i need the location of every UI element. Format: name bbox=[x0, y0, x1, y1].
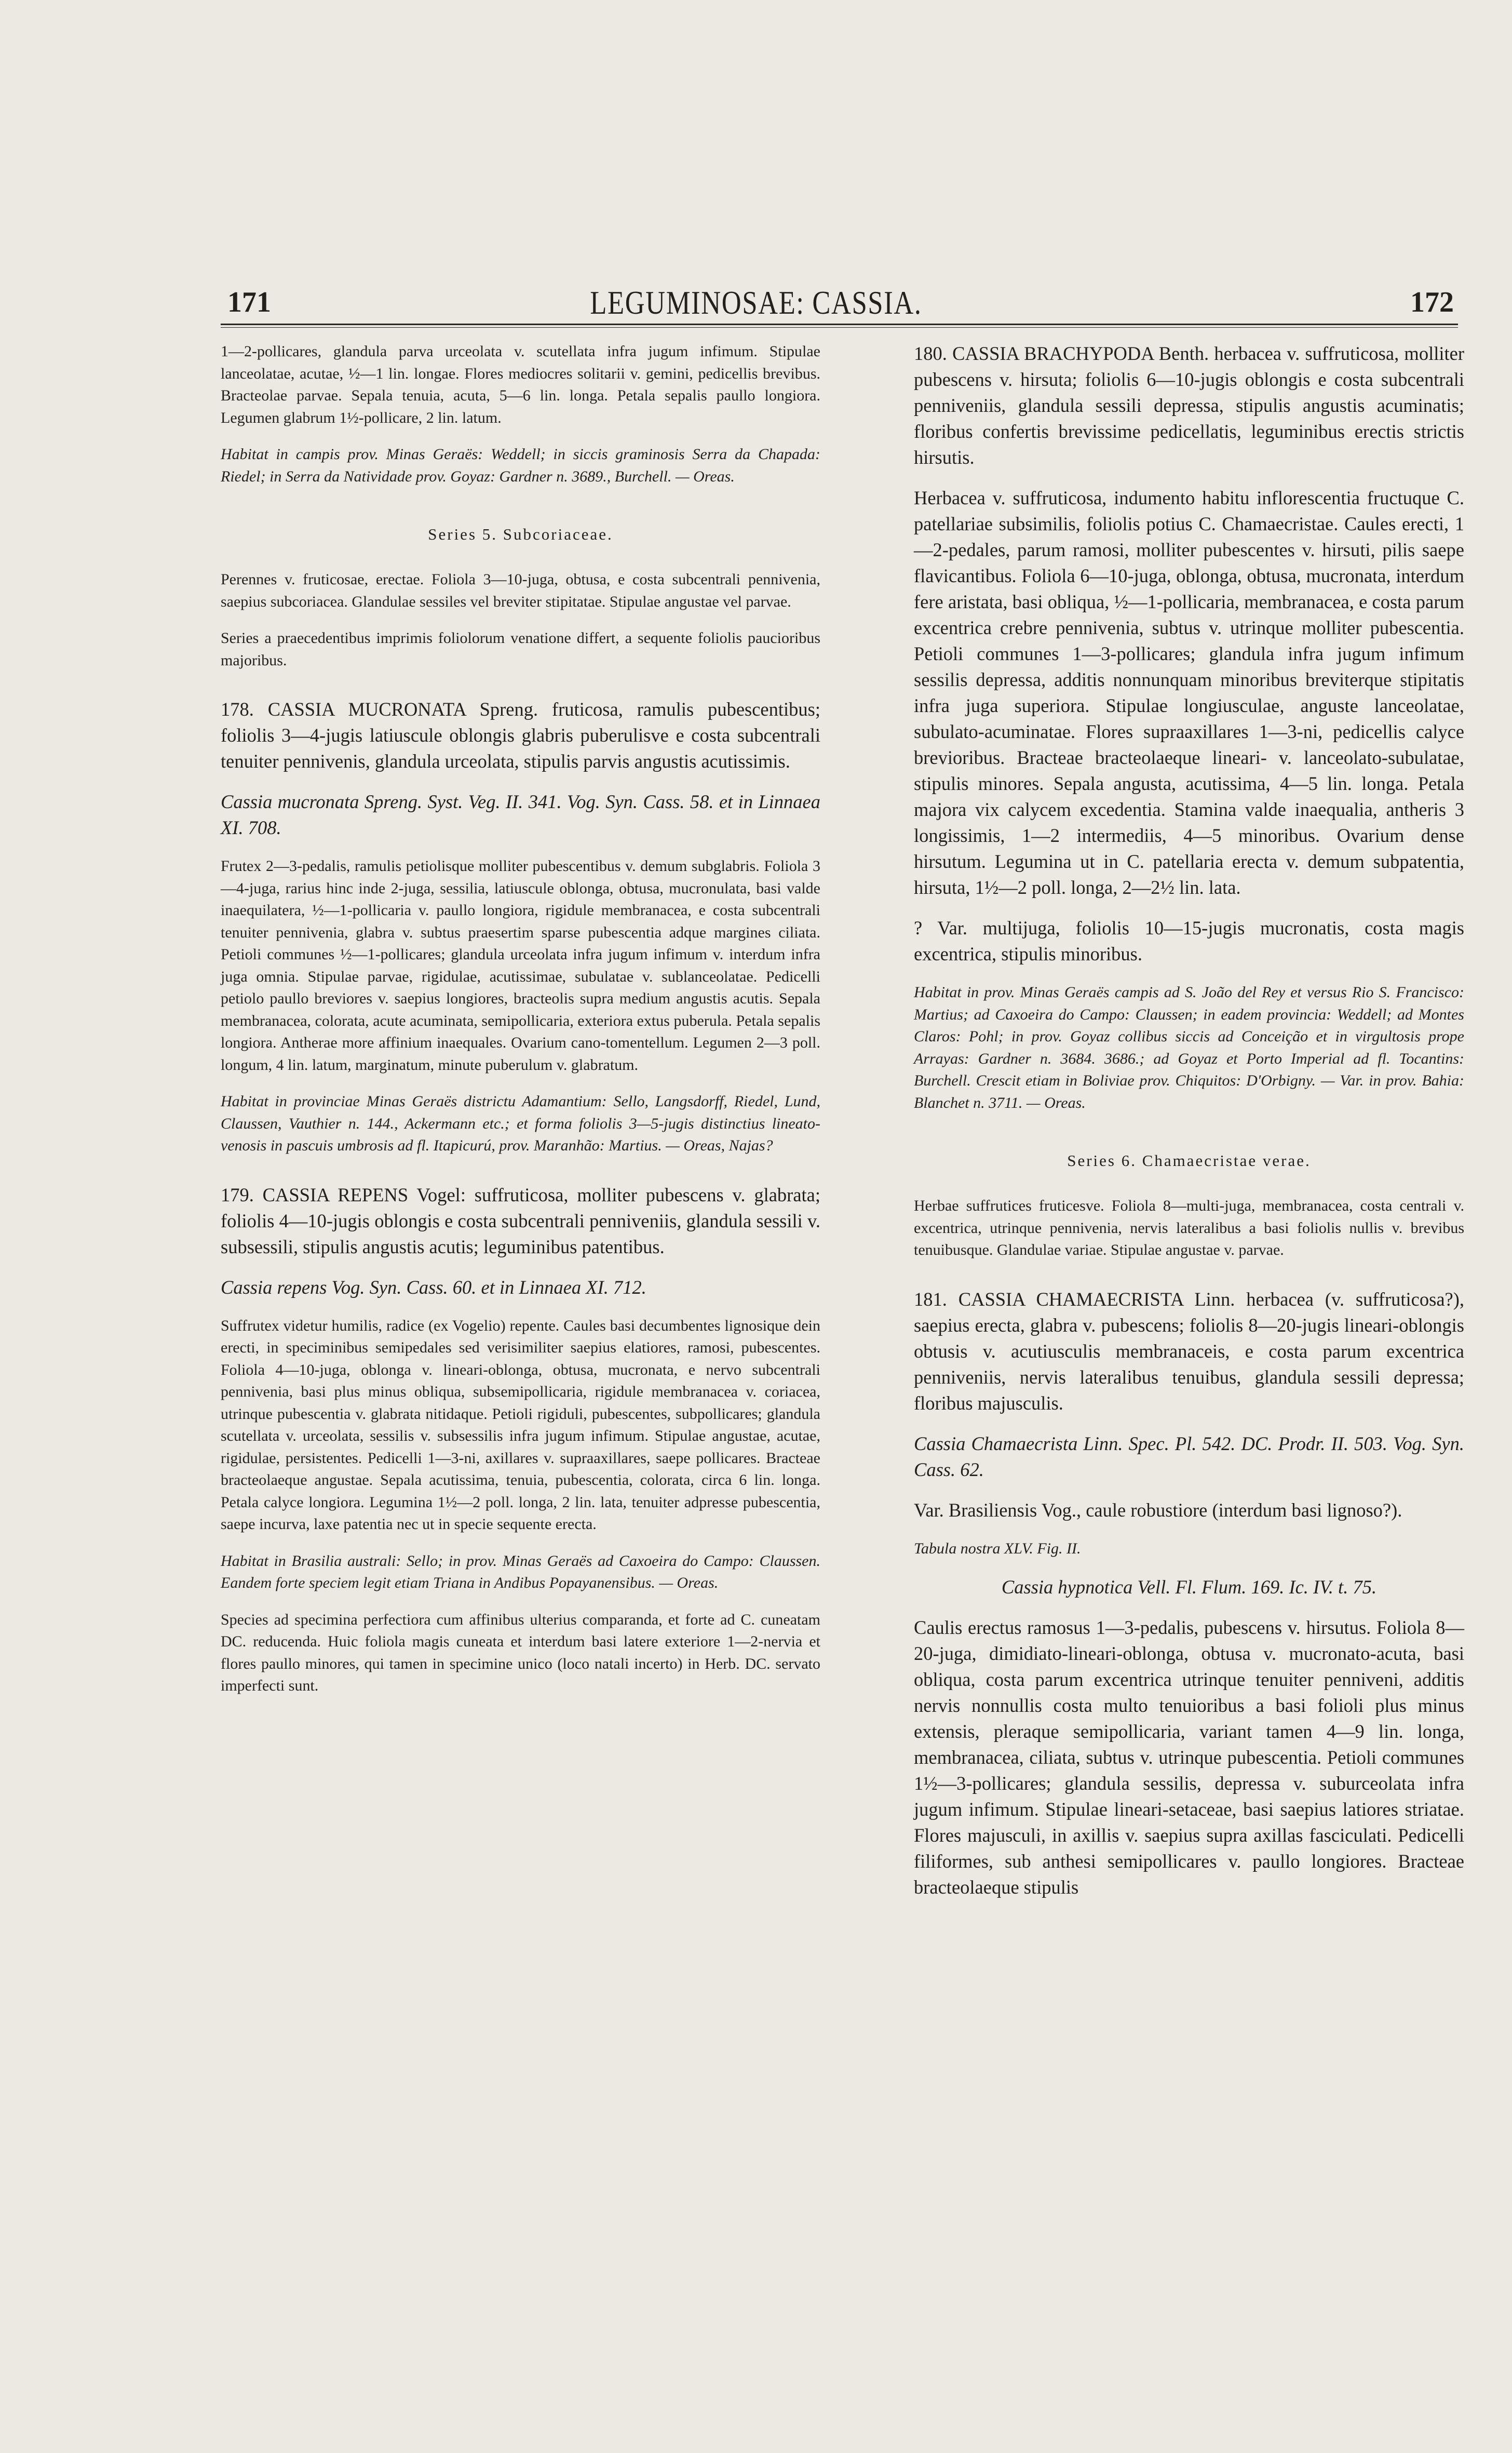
right-column-paragraph: Series 6. Chamaecristae verae. bbox=[1067, 1151, 1311, 1170]
left-column-paragraph: Species ad specimina perfectiora cum affinibus ulterius comparanda, et forte ad C. cuneatam DC. reducenda. Huic foliola magis cuneata et interdum basi latere exteriore 1—2-nervia et flores paullo minores, qui tamen in specimine unico (loco natali incerto) in Herb. DC. servato imperfecti sunt. bbox=[221, 1611, 820, 1694]
left-column-paragraph: Perennes v. fruticosae, erectae. Foliola 3—10-juga, obtusa, e costa subcentrali pennivenia, saepius subcoriacea. Glandulae sessiles vel breviter stipitatae. Stipulae angustae vel parvae. bbox=[221, 571, 820, 610]
left-column-paragraph: 1—2-pollicares, glandula parva urceolata v. scutellata infra jugum infimum. Stipulae lanceolatae, acutae, ½—1 lin. longae. Flores mediocres solitarii v. gemini, pedicellis brevibus. Bracteolae parvae. Sepala tenuia, acuta, 5—6 lin. longa. Petala sepalis paullo longiora. Legumen glabrum 1½-pollicare, 2 lin. latum. bbox=[221, 343, 820, 426]
left-column-paragraph: Suffrutex videtur humilis, radice (ex Vogelio) repente. Caules basi decumbentes lignosique dein erecti, in speciminibus semipedales sed verisimiliter saepius elatiores, ramosi, pubescentes. Foliola 4—10-juga, oblonga v. lineari-oblonga, obtusa, mucronata, e nervo subcentrali pennivenia, basi plus minus obliqua, subsemipollicaria, rigidule membranacea v. coriacea, utrinque pubescentia v. glabrata nitidaque. Petioli rigiduli, pubescentes, subpollicares; glandula scutellata v. urceolata, sessilis v. subsessilis infra jugum infimum. Stipulae angustae, acutae, rigidulae, persistentes. Pedicelli 1—3-ni, axillares v. supraaxillares, saepe pollicares. Bracteae bracteolaeque angustae. Sepala acutissima, tenuia, pubescentia, colorata, circa 6 lin. longa. Petala calyce longiora. Legumina 1½—2 poll. longa, 2 lin. lata, tenuiter adpresse pubescentia, saepe incurva, laxe patentia nec ut in specie sequente erecta. bbox=[221, 1317, 820, 1533]
page-number-left: 171 bbox=[227, 286, 271, 318]
right-column-paragraph: Herbae suffrutices fruticesve. Foliola 8—multi-juga, membranacea, costa centrali v. excentrica, utrinque pennivenia, nervis lateralibus a basi foliolis nullis v. brevibus tenuibusque. Glandulae variae. Stipulae angustae v. parvae. bbox=[914, 1197, 1464, 1258]
left-column bbox=[221, 341, 820, 1697]
left-column-paragraph: Habitat in provinciae Minas Geraës districtu Adamantium: Sello, Langsdorff, Riedel, Lund, Claussen, Vauthier n. 144., Ackermann etc.; et forma foliolis 3—5-jugis distinctius lineato-venosis in pascuis umbrosis ad fl. Itapicurú, prov. Maranhão: Martius. — Oreas, Najas? bbox=[221, 1093, 820, 1154]
left-column-paragraph: Series 5. Subcoriaceae. bbox=[428, 525, 613, 543]
right-column-paragraph: Tabula nostra XLV. Fig. II. bbox=[914, 1539, 1081, 1557]
right-column-paragraph: 181. CASSIA CHAMAECRISTA Linn. herbacea (v. suffruticosa?), saepius erecta, glabra v. pubescens; foliolis 8—20-jugis lineari-oblongis obtusis v. acutiusculis membranaceis, e costa parum excentrica penniveniis, nervis lateralibus tenuibus, glandula sessili depressa; floribus majusculis. bbox=[914, 1288, 1464, 1414]
left-column-paragraph: Series a praecedentibus imprimis foliolorum venatione differt, a sequente foliolis paucioribus majoribus. bbox=[221, 629, 820, 669]
header-rule bbox=[221, 324, 1458, 325]
right-column-paragraph: Herbacea v. suffruticosa, indumento habitu inflorescentia fructuque C. patellariae subsimilis, foliolis potius C. Chamaecristae. Caules erecti, 1—2-pedales, parum ramosi, molliter pubescentes v. hirsuti, pilis saepe flavicantibus. Foliola 6—10-juga, oblonga, obtusa, mucronata, interdum fere aristata, basi obliqua, ½—1-pollicaria, membranacea, e costa parum excentrica crebre pennivenia, subtus v. utrinque molliter pubescentia. Petioli communes 1—3-pollicares; glandula infra jugum infimum sessilis depressa, additis nonnunquam minoribus breviterque stipitatis infra juga superiora. Stipulae longiusculae, anguste lanceolatae, subulato-acuminatae. Flores supraaxillares 1—3-ni, pedicellis calyce brevioribus. Bracteae bracteolaeque lineari- v. lanceolato-subulatae, stipulis minores. Sepala angusta, acutissima, 4—5 lin. longa. Petala majora vix calycem excedentia. Stamina valde inaequalia, antheris 3 longissimis, 1—2 intermediis, 4—5 minoribus. Ovarium dense hirsutum. Legumina ut in C. patellaria erecta v. demum subpatentia, hirsuta, 1½—2 poll. longa, 2—2½ lin. lata. bbox=[914, 487, 1464, 898]
right-column-paragraph: Caulis erectus ramosus 1—3-pedalis, pubescens v. hirsutus. Foliola 8—20-juga, dimidiato-lineari-oblonga, obtusa v. mucronato-acuta, basi obliqua, costa parum excentrica utrinque tenuiter penniveni, additis nervis nonnullis costa multo tenuioribus a basi folioli plus minus extensis, pleraque semipollicaria, variant tamen 4—9 lin. longa, membranacea, ciliata, subtus v. utrinque pubescentia. Petioli communes 1½—3-pollicares; glandula sessilis, depressa v. suburceolata infra jugum infimum. Stipulae lineari-setaceae, basi saepius latiores striatae. Flores majusculi, in axillis v. saepius supra axillas fasciculati. Pedicelli filiformes, sub anthesi semipollicares v. paullo longiores. Bracteae bracteolaeque stipulis bbox=[914, 1617, 1464, 1898]
page-number-right: 172 bbox=[1410, 286, 1454, 318]
right-column-paragraph: ? Var. multijuga, foliolis 10—15-jugis mucronatis, costa magis excentrica, stipulis minoribus. bbox=[914, 917, 1464, 964]
right-column-paragraph: Habitat in prov. Minas Geraës campis ad S. João del Rey et versus Rio S. Francisco: Martius; ad Caxoeira do Campo: Claussen; in eadem provincia: Weddell; ad Montes Claros: Pohl; in prov. Goyaz collibus siccis ad Conceição et in virgultosis prope Arrayas: Gardner n. 3684. 3686.; ad Goyaz et Porto Imperial ad fl. Tocantins: Burchell. Crescit etiam in Boliviae prov. Chiquitos: D'Orbigny. — Var. in prov. Bahia: Blanchet n. 3711. — Oreas. bbox=[914, 984, 1464, 1111]
left-column-paragraph: Habitat in Brasilia australi: Sello; in prov. Minas Geraës ad Caxoeira do Campo: Claussen. Eandem forte speciem legit etiam Triana in Andibus Popayanensibus. — Oreas. bbox=[221, 1552, 820, 1591]
right-column-paragraph: Cassia Chamaecrista Linn. Spec. Pl. 542. DC. Prodr. II. 503. Vog. Syn. Cass. 62. bbox=[914, 1432, 1464, 1480]
left-column-paragraph: 179. CASSIA REPENS Vogel: suffruticosa, molliter pubescens v. glabrata; foliolis 4—10-jugis oblongis e costa subcentrali penniveniis, glandula sessili v. subsessili, stipulis angustis acutis; leguminibus patentibus. bbox=[221, 1184, 820, 1257]
right-column-paragraph: 180. CASSIA BRACHYPODA Benth. herbacea v. suffruticosa, molliter pubescens v. hirsuta; foliolis 6—10-jugis oblongis e costa subcentrali penniveniis, glandula sessili depressa, stipulis angustis acuminatis; floribus confertis brevissime pedicellatis, leguminibus erectis strictis hirsutis. bbox=[914, 343, 1464, 468]
header-rule-thin bbox=[221, 327, 1458, 328]
right-column-paragraph: Var. Brasiliensis Vog., caule robustiore (interdum basi lignoso?). bbox=[914, 1499, 1402, 1521]
left-column-paragraph: Cassia mucronata Spreng. Syst. Veg. II. 341. Vog. Syn. Cass. 58. et in Linnaea XI. 708. bbox=[221, 791, 820, 838]
left-column-paragraph: Frutex 2—3-pedalis, ramulis petiolisque molliter pubescentibus v. demum subglabris. Foliola 3—4-juga, rarius hinc inde 2-juga, sessilia, latiuscule oblonga, obtusa, mucronulata, basi valde inaequilatera, ½—1-pollicaria v. paullo longiora, rigidule membranacea, e costa subcentrali tenuiter pennivenia, glabra v. subtus praesertim sparse pubescentia adque margines ciliata. Petioli communes ½—1-pollicares; glandula urceolata infra jugum infimum v. interdum infra juga omnia. Stipulae parvae, rigidulae, acutissimae, subulatae v. sublanceolatae. Pedicelli petiolo paullo breviores v. saepius longiores, bracteolis supra medium angustis acutis. Sepala membranacea, colorata, acute acuminata, semipollicaria, exteriora extus puberula. Petala sepalis longiora. Antherae more affinium inaequales. Ovarium cano-tomentellum. Legumen 2—3 poll. longum, 4 lin. latum, marginatum, minute puberulum v. glabratum. bbox=[221, 857, 820, 1074]
left-column-paragraph: Cassia repens Vog. Syn. Cass. 60. et in Linnaea XI. 712. bbox=[221, 1276, 646, 1298]
right-column-paragraph: Cassia hypnotica Vell. Fl. Flum. 169. Ic. IV. t. 75. bbox=[1001, 1576, 1377, 1598]
running-title: LEGUMINOSAE: CASSIA. bbox=[590, 284, 922, 321]
right-column bbox=[914, 341, 1464, 1900]
left-column-paragraph: Habitat in campis prov. Minas Geraës: Weddell; in siccis graminosis Serra da Chapada: Riedel; in Serra da Natividade prov. Goyaz: Gardner n. 3689., Burchell. — Oreas. bbox=[221, 446, 820, 485]
left-column-paragraph: 178. CASSIA MUCRONATA Spreng. fruticosa, ramulis pubescentibus; foliolis 3—4-jugis latiuscule oblongis glabris puberulisve e costa subcentrali tenuiter pennivenis, glandula urceolata, stipulis parvis angustis acutissimis. bbox=[221, 699, 820, 772]
